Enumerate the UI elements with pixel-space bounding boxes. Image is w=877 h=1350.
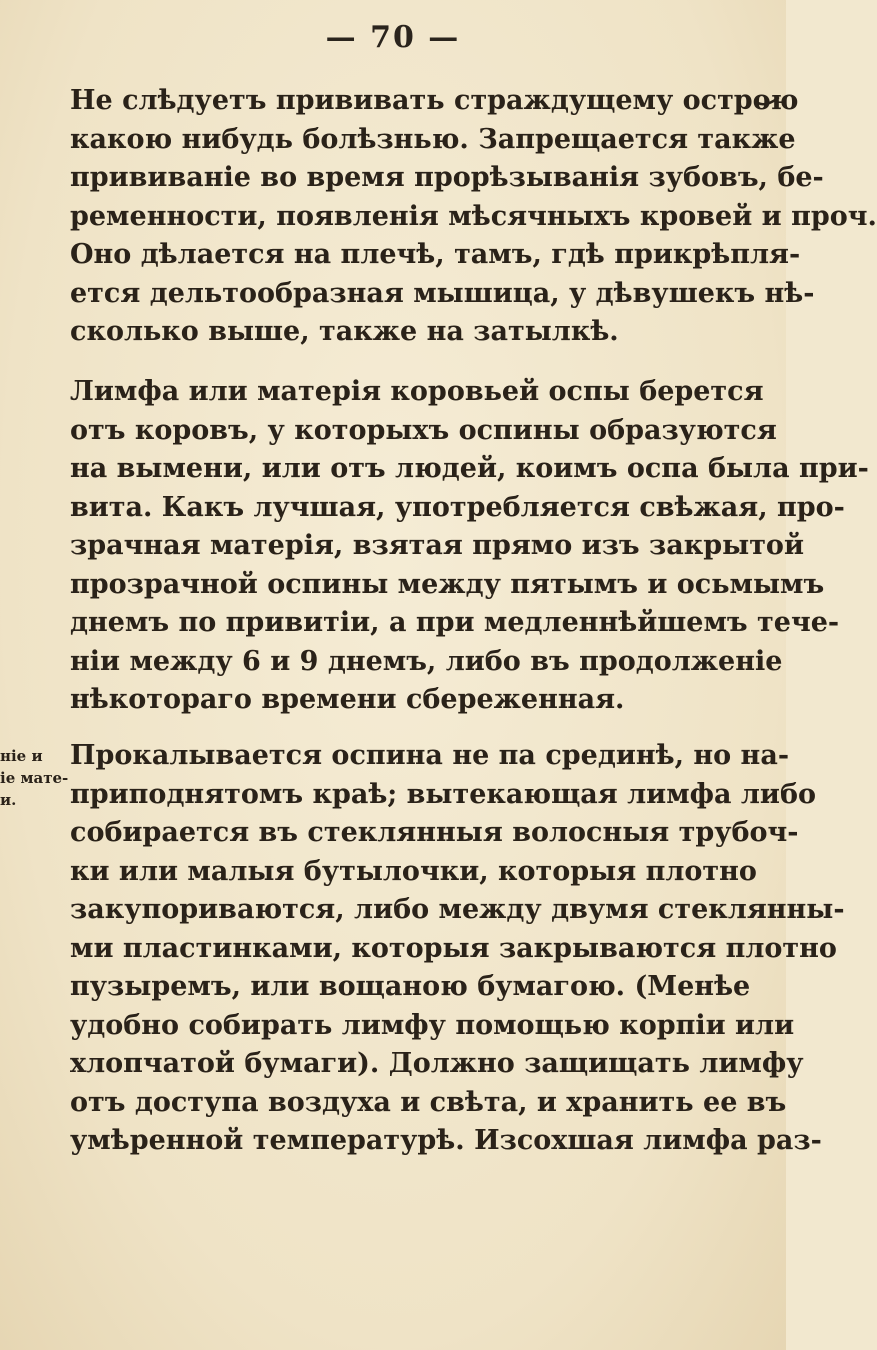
paragraph-2 [70,373,869,720]
text-line: удобно собирать лимфу помощью корпіи или [70,1009,795,1041]
text-line: отъ коровъ, у которыхъ оспины образуются [70,414,777,446]
text-line: днемъ по привитіи, а при медленнѣйшемъ тече- [70,607,840,638]
text-line: какою нибудь болѣзнью. Запрещается также [70,123,796,155]
text-line: приподнятомъ краѣ; вытекающая лимфа либо [70,778,816,810]
text-line: прививаніе во время прорѣзыванія зубовъ, бе- [70,162,824,193]
text-line: пузыремъ, или вощаною бумагою. (Менѣе [70,971,751,1002]
text-line: отъ доступа воздуха и свѣта, и хранить ее въ [70,1086,787,1118]
text-line: зрачная матерія, взятая прямо изъ закрытой [70,530,804,561]
text-line: хлопчатой бумаги). Должно защищать лимфу [70,1048,804,1079]
margin-note-line: ie мате- [0,769,69,787]
text-line: ніи между 6 и 9 днемъ, либо въ продолженіе [70,645,783,677]
text-line: сколько выше, также на затылкѣ. [70,316,619,347]
margin-note-line: и. [0,791,17,809]
margin-note-line: ніе и [0,747,43,765]
margin-note [0,745,69,811]
text-line: закупориваются, либо между двумя стеклянны- [70,894,845,925]
paragraph-1 [70,82,877,352]
text-line: ется дельтообразная мышица, у дѣвушекъ нѣ- [70,277,815,309]
text-line: Не слѣдуетъ прививать страждущему острою [70,85,799,116]
page-number: — 70 — [325,20,461,55]
text-line: прозрачной оспины между пятымъ и осьмымъ [70,568,825,600]
text-line: ременности, появленія мѣсячныхъ кровей и проч. [70,200,877,232]
text-line: ки или малыя бутылочки, которыя плотно [70,855,757,887]
text-line: ми пластинками, которыя закрываются плотно [70,932,837,964]
text-line: умѣренной температурѣ. Изсохшая лимфа раз- [70,1125,822,1156]
text-line: нѣкотораго времени сбереженная. [70,684,625,715]
text-line: Лимфа или матерія коровьей оспы берется [70,376,764,407]
text-line: Прокалывается оспина не па срединѣ, но на- [70,740,790,771]
text-line: на вымени, или отъ людей, коимъ оспа была при- [70,453,869,484]
paragraph-3 [70,737,845,1161]
text-line: собирается въ стеклянныя волосныя трубоч- [70,817,799,848]
text-line: Оно дѣлается на плечѣ, тамъ, гдѣ прикрѣпля- [70,239,801,270]
text-line: вита. Какъ лучшая, употребляется свѣжая, про- [70,491,845,523]
